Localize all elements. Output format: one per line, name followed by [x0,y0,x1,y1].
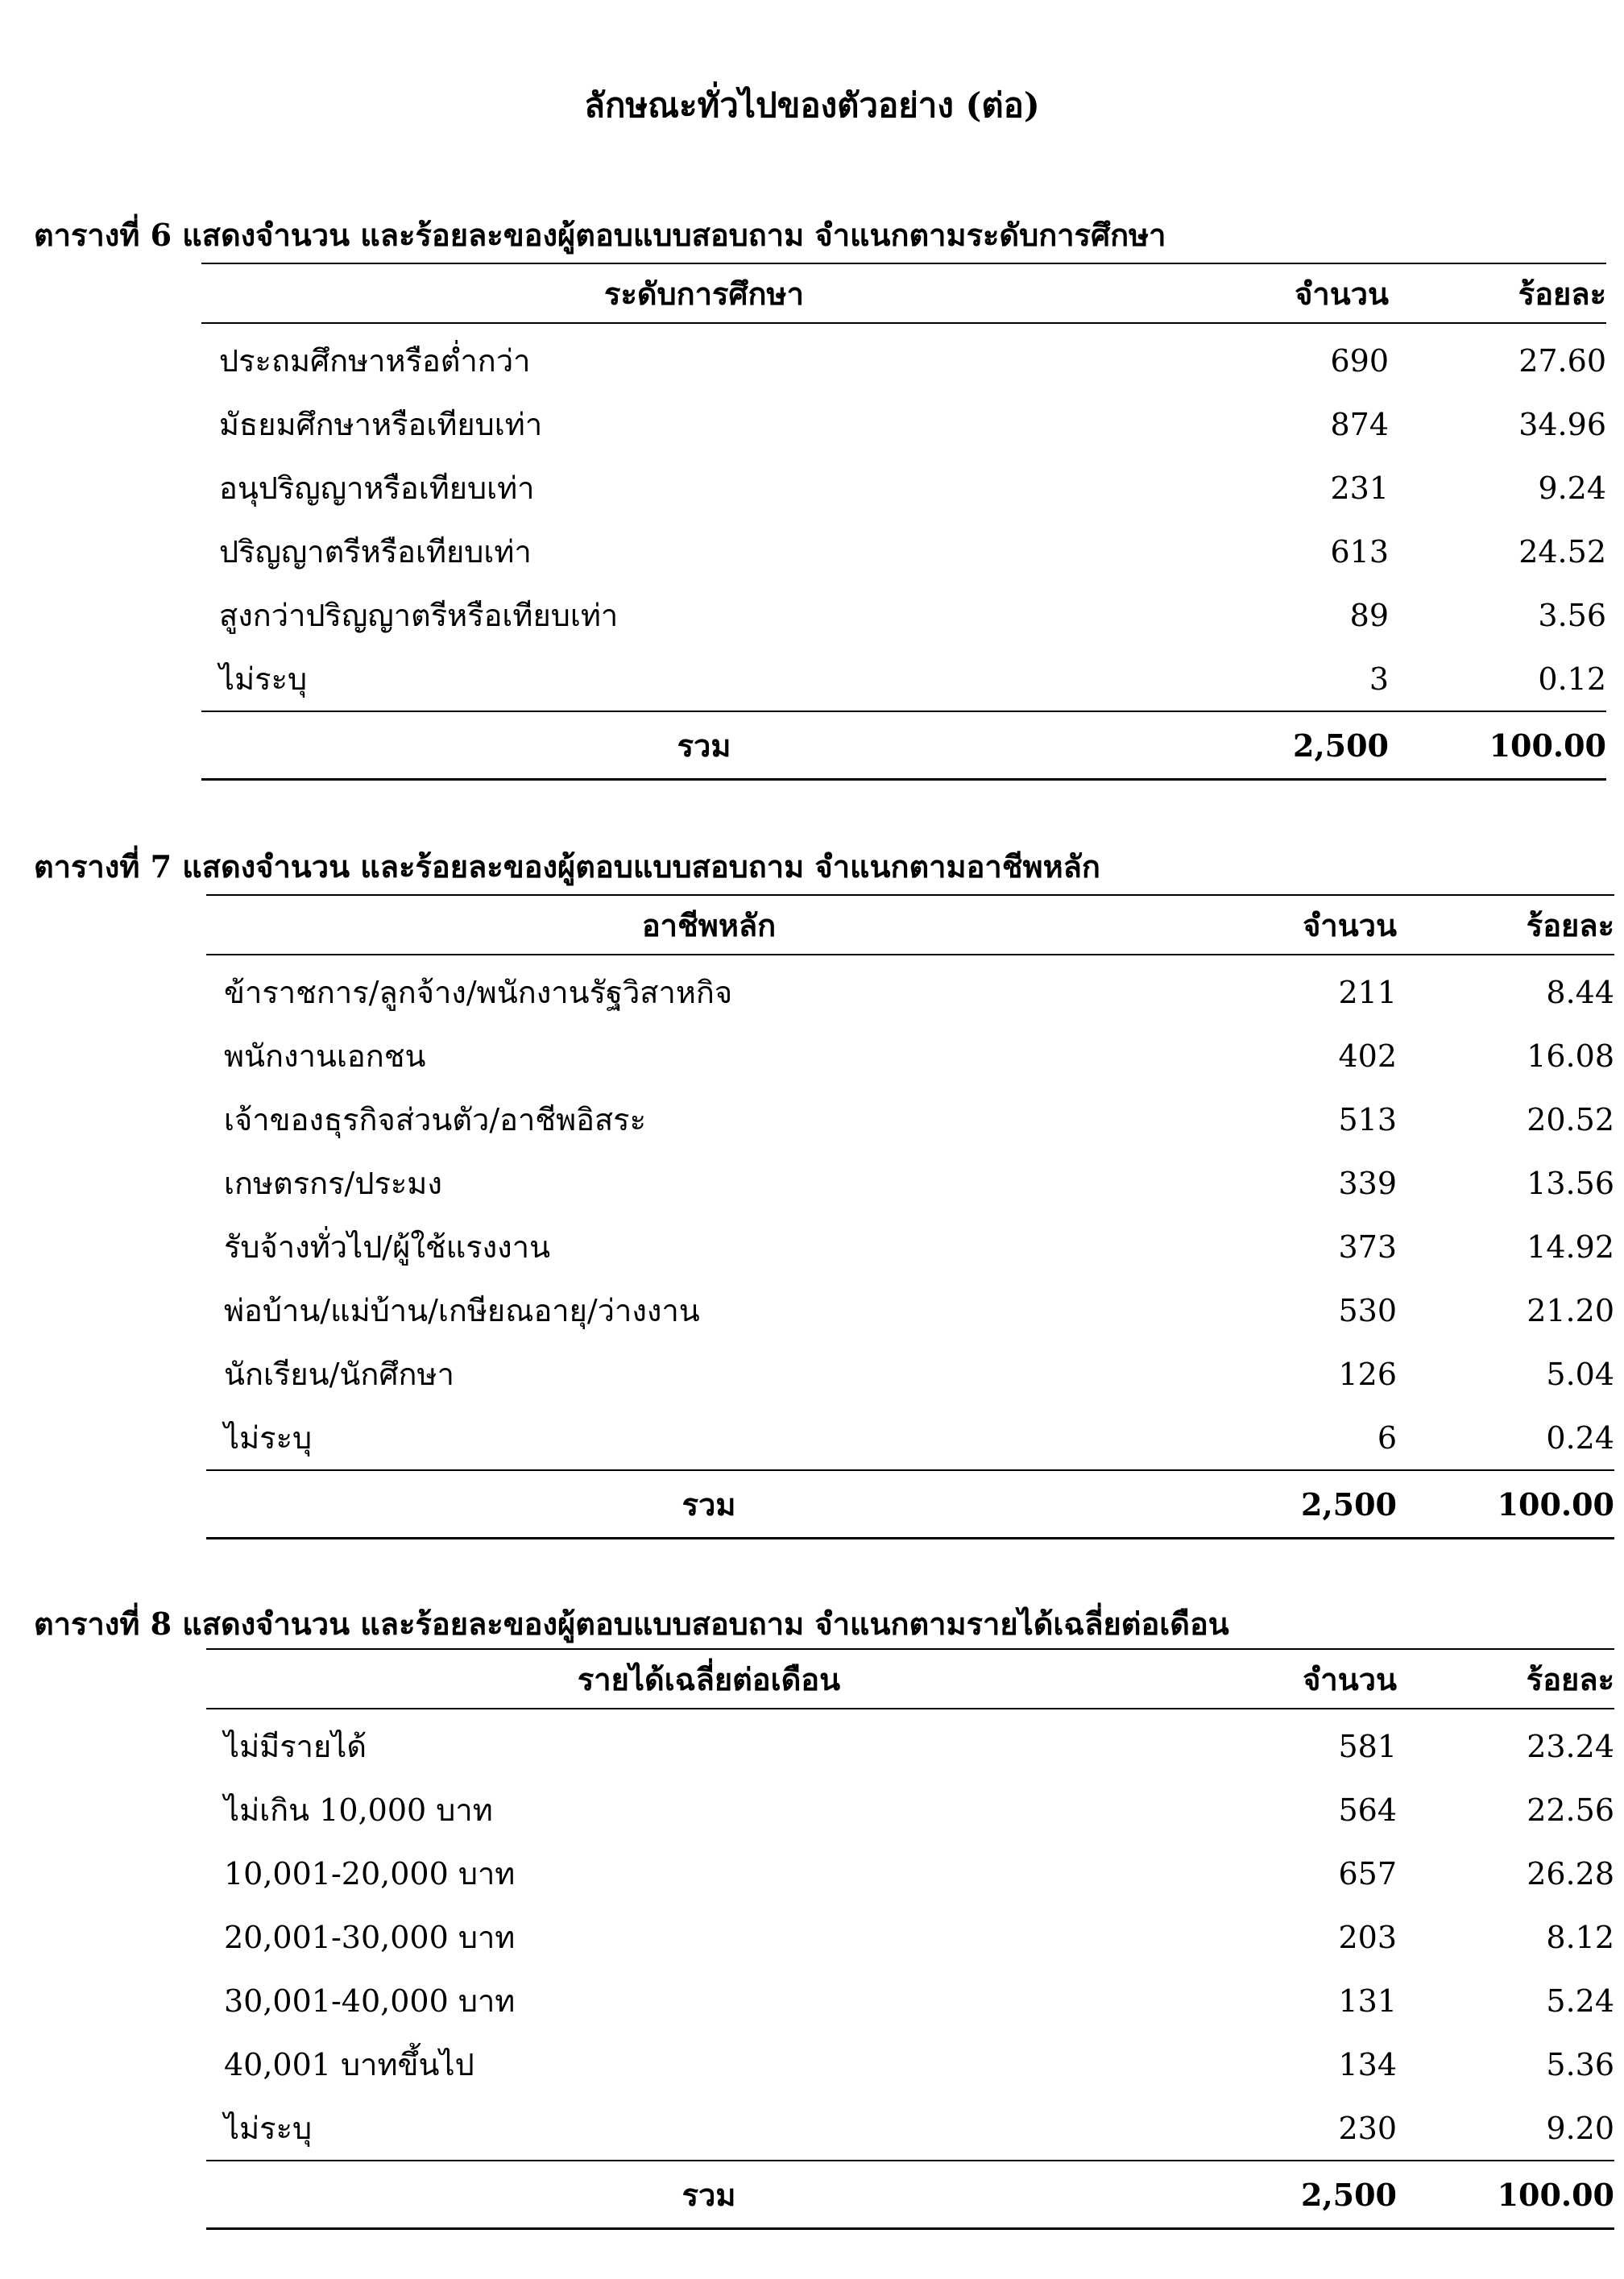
row-percent: 5.24 [1546,1983,1614,2019]
row-label: สูงกว่าปริญญาตรีหรือเทียบเท่า [219,598,619,633]
row-percent: 13.56 [1527,1165,1614,1201]
row-count: 581 [1338,1728,1397,1764]
table6-total-row [201,711,1606,780]
row-label: เจ้าของธุรกิจส่วนตัว/อาชีพอิสระ [224,1102,646,1137]
table6-header-percent: ร้อยละ [1389,263,1606,323]
row-label: ไม่ระบุ [219,661,308,697]
row-label: 30,001-40,000 บาท [224,1983,516,2019]
row-percent: 8.44 [1546,974,1614,1010]
table-row [206,1406,1614,1470]
row-percent: 24.52 [1518,533,1606,570]
row-percent: 23.24 [1527,1728,1614,1764]
row-percent: 34.96 [1518,406,1606,442]
row-label: ไม่เกิน 10,000 บาท [224,1792,493,1828]
row-percent: 27.60 [1518,342,1606,379]
row-percent: 20.52 [1527,1101,1614,1137]
table7-caption: ตารางที่ 7 แสดงจำนวน และร้อยละของผู้ตอบแบบสอบถาม จำแนกตามอาชีพหลัก [34,848,1100,885]
row-percent: 3.56 [1538,597,1606,633]
row-count: 89 [1349,597,1389,633]
row-label: พ่อบ้าน/แม่บ้าน/เกษียณอายุ/ว่างงาน [224,1293,700,1328]
row-label: พนักงานเอกชน [224,1038,426,1074]
row-percent: 5.04 [1546,1356,1614,1392]
total-label: รวม [201,711,1207,780]
table6-header-level: ระดับการศึกษา [201,263,1207,323]
total-label: รวม [206,1470,1212,1539]
total-percent: 100.00 [1397,2161,1614,2229]
row-count: 131 [1338,1983,1397,2019]
total-count: 2,500 [1212,1470,1397,1539]
table-row [206,1969,1614,2032]
table7-header-percent: ร้อยละ [1397,895,1614,955]
table8-total-row [206,2161,1614,2229]
table-row [206,1709,1614,1778]
row-count: 530 [1338,1292,1397,1328]
table-row [201,583,1606,647]
row-count: 874 [1330,406,1389,442]
total-count: 2,500 [1212,2161,1397,2229]
total-count: 2,500 [1207,711,1389,780]
total-percent: 100.00 [1389,711,1606,780]
table-row [206,1342,1614,1406]
row-label: ไม่ระบุ [224,1420,313,1456]
table-row [206,1842,1614,1905]
row-count: 339 [1338,1165,1397,1201]
table-row [206,1778,1614,1842]
row-percent: 9.20 [1546,2110,1614,2146]
row-percent: 26.28 [1527,1855,1614,1892]
row-label: ปริญญาตรีหรือเทียบเท่า [219,534,532,570]
row-label: เกษตรกร/ประมง [224,1166,442,1201]
row-count: 657 [1338,1855,1397,1892]
row-count: 564 [1338,1792,1397,1828]
table-row [201,647,1606,711]
table8-header-row [206,1649,1614,1709]
row-percent: 0.24 [1546,1419,1614,1456]
table6-header-row [201,263,1606,323]
row-count: 134 [1338,2046,1397,2082]
table-row [206,1024,1614,1088]
table7-total-row [206,1470,1614,1539]
row-label: ข้าราชการ/ลูกจ้าง/พนักงานรัฐวิสาหกิจ [224,975,733,1010]
row-percent: 16.08 [1527,1038,1614,1074]
row-label: นักเรียน/นักศึกษา [224,1357,454,1392]
row-label: 40,001 บาทขึ้นไป [224,2047,474,2082]
table-row [201,392,1606,456]
row-percent: 21.20 [1527,1292,1614,1328]
table-row [201,456,1606,520]
row-label: 10,001-20,000 บาท [224,1856,516,1892]
row-percent: 14.92 [1527,1229,1614,1265]
table-row [206,2096,1614,2161]
table6-caption: ตารางที่ 6 แสดงจำนวน และร้อยละของผู้ตอบแบบสอบถาม จำแนกตามระดับการศึกษา [34,217,1166,253]
table-row [206,1905,1614,1969]
row-percent: 22.56 [1527,1792,1614,1828]
row-count: 211 [1338,974,1397,1010]
row-label: อนุปริญญาหรือเทียบเท่า [219,470,535,506]
row-count: 373 [1338,1229,1397,1265]
row-percent: 5.36 [1546,2046,1614,2082]
row-count: 690 [1330,342,1389,379]
row-count: 3 [1369,661,1389,697]
table7 [206,894,1614,1539]
table-row [206,2032,1614,2096]
table-row [201,323,1606,392]
row-label: ประถมศึกษาหรือต่ำกว่า [219,343,531,379]
table8-caption: ตารางที่ 8 แสดงจำนวน และร้อยละของผู้ตอบแบบสอบถาม จำแนกตามรายได้เฉลี่ยต่อเดือน [34,1606,1229,1642]
row-count: 126 [1338,1356,1397,1392]
row-count: 402 [1338,1038,1397,1074]
row-count: 203 [1338,1919,1397,1955]
row-count: 6 [1377,1419,1397,1456]
table6 [201,263,1606,781]
table7-header-occupation: อาชีพหลัก [206,895,1212,955]
table8-header-percent: ร้อยละ [1397,1649,1614,1709]
table-row [206,1215,1614,1278]
row-label: ไม่ระบุ [224,2111,313,2146]
row-percent: 8.12 [1546,1919,1614,1955]
table-row [201,520,1606,583]
table7-header-row [206,895,1614,955]
total-label: รวม [206,2161,1212,2229]
table8-header-income: รายได้เฉลี่ยต่อเดือน [206,1649,1212,1709]
row-count: 230 [1338,2110,1397,2146]
table-row [206,955,1614,1024]
row-count: 231 [1330,470,1389,506]
table-row [206,1088,1614,1151]
row-count: 513 [1338,1101,1397,1137]
total-percent: 100.00 [1397,1470,1614,1539]
table7-header-count: จำนวน [1212,895,1397,955]
table-row [206,1278,1614,1342]
row-count: 613 [1330,533,1389,570]
row-label: 20,001-30,000 บาท [224,1920,516,1955]
row-label: รับจ้างทั่วไป/ผู้ใช้แรงงาน [224,1229,551,1265]
page-title: ลักษณะทั่วไปของตัวอย่าง (ต่อ) [584,85,1040,125]
table8-header-count: จำนวน [1212,1649,1397,1709]
table6-header-count: จำนวน [1207,263,1389,323]
table8 [206,1648,1614,2230]
row-label: มัธยมศึกษาหรือเทียบเท่า [219,407,543,442]
row-label: ไม่มีรายได้ [224,1729,367,1764]
row-percent: 9.24 [1538,470,1606,506]
table-row [206,1151,1614,1215]
row-percent: 0.12 [1538,661,1606,697]
